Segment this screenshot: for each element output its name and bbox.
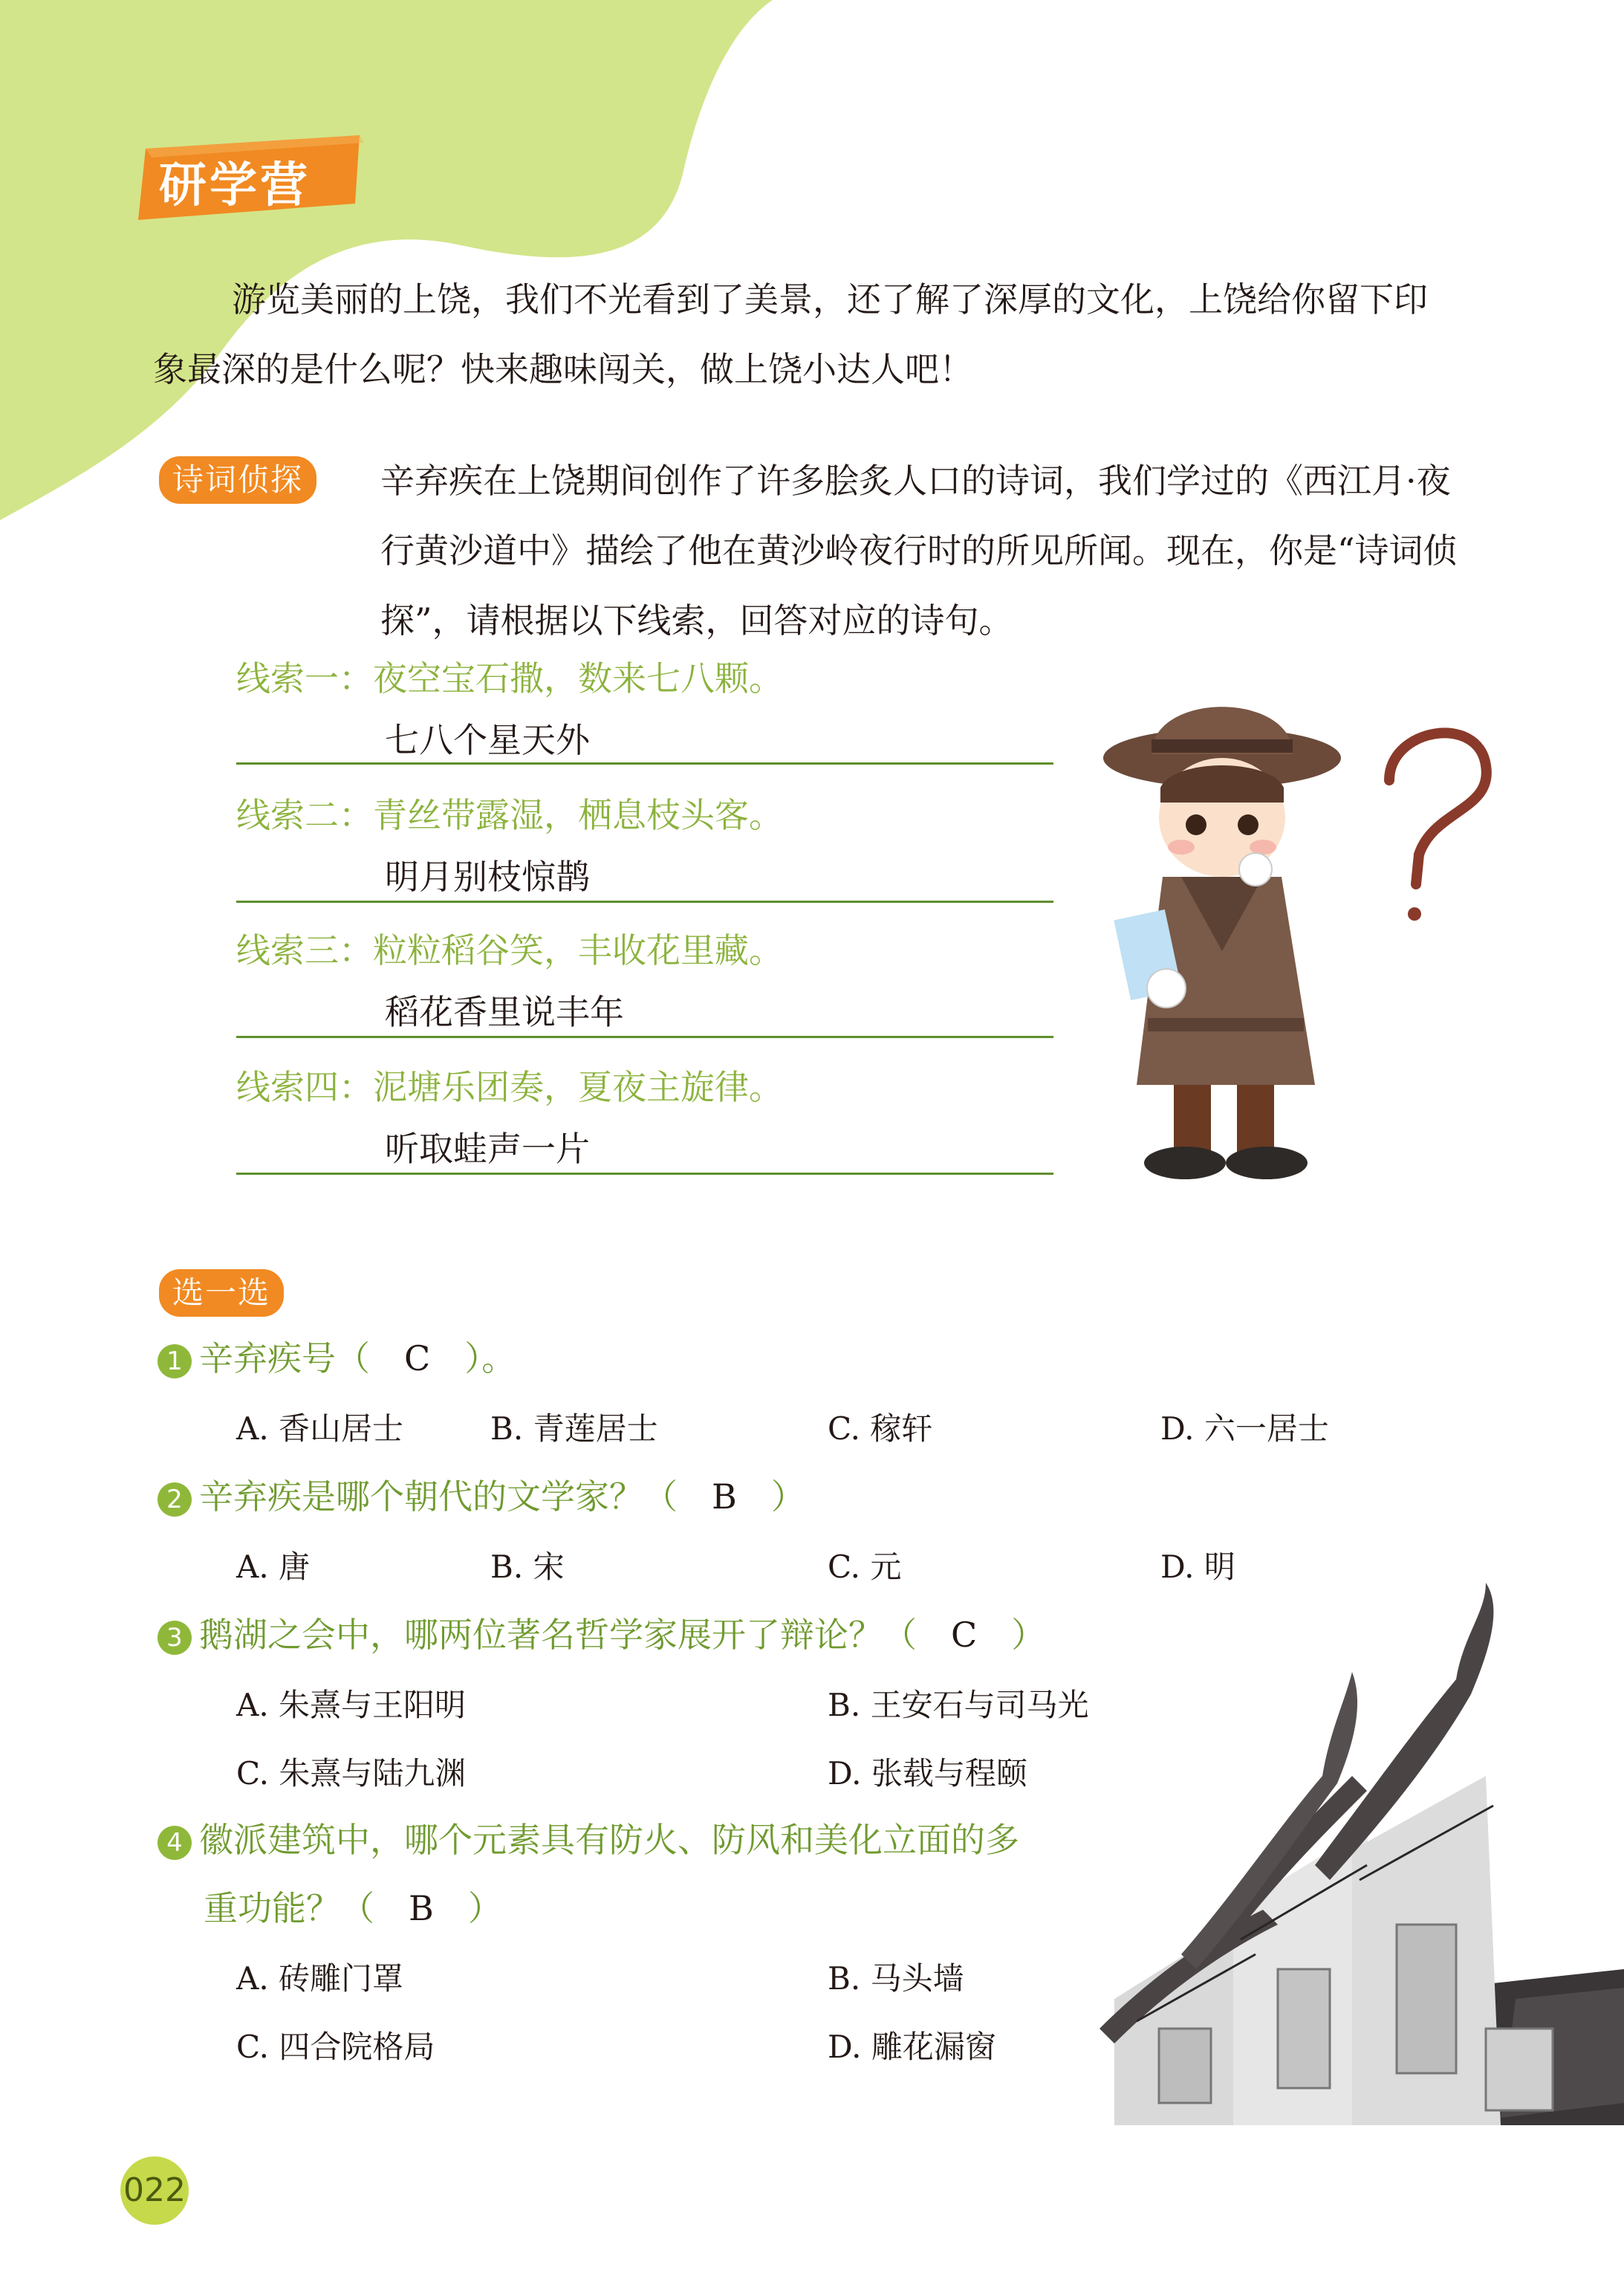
question-number: 3 <box>157 1621 192 1655</box>
clue-2 <box>236 782 1053 897</box>
clue-answer[interactable]: 稻花香里说丰年 <box>385 992 624 1032</box>
clue-answer[interactable]: 明月别枝惊鹊 <box>385 857 590 897</box>
section-title-badge <box>132 132 367 220</box>
clue-answer[interactable]: 七八个星天外 <box>385 720 590 760</box>
question-2: 2 辛弃疾是哪个朝代的文学家？（ B ） <box>157 1470 805 1519</box>
option-a[interactable]: A. 朱熹与王阳明 <box>236 1687 467 1723</box>
option-c[interactable]: C. 稼轩 <box>828 1410 933 1447</box>
question-number: 2 <box>157 1482 192 1517</box>
answer-blank[interactable]: C <box>404 1338 431 1378</box>
option-d[interactable]: D. 雕花漏窗 <box>828 2029 996 2065</box>
option-b[interactable]: B. 马头墙 <box>828 1960 964 1997</box>
option-c[interactable]: C. 四合院格局 <box>236 2029 435 2065</box>
answer-line <box>236 1173 1053 1175</box>
page-number: 022 <box>120 2156 189 2225</box>
option-a[interactable]: A. 香山居士 <box>236 1410 404 1447</box>
option-b[interactable]: B. 宋 <box>490 1549 565 1585</box>
answer-blank[interactable]: B <box>712 1477 737 1517</box>
option-c[interactable]: C. 元 <box>828 1549 902 1585</box>
option-b[interactable]: B. 王安石与司马光 <box>828 1687 1089 1723</box>
question-number: 4 <box>157 1826 192 1860</box>
answer-blank[interactable]: B <box>409 1888 434 1928</box>
answer-line <box>236 901 1053 903</box>
question-4: 4 徽派建筑中，哪个元素具有防火、防风和美化立面的多 <box>157 1813 1019 1862</box>
clue-label: 线索二：青丝带露湿，栖息枝头客。 <box>236 795 783 835</box>
clue-answer[interactable]: 听取蛙声一片 <box>385 1129 590 1169</box>
clue-4 <box>236 1054 1053 1169</box>
answer-line <box>236 762 1053 765</box>
option-d[interactable]: D. 张载与程颐 <box>828 1755 1027 1792</box>
question-4-continued: 重功能？（ B ） <box>204 1888 502 1928</box>
answer-blank[interactable]: C <box>951 1615 978 1655</box>
clue-1 <box>236 645 1053 760</box>
clue-3 <box>236 917 1053 1032</box>
clue-label: 线索一：夜空宝石撒，数来七八颗。 <box>236 658 783 698</box>
section-title: 研学营 <box>159 158 311 213</box>
option-b[interactable]: B. 青莲居士 <box>490 1410 658 1447</box>
question-3: 3 鹅湖之会中，哪两位著名哲学家展开了辩论？（ C ） <box>157 1608 1045 1657</box>
answer-line <box>236 1036 1053 1038</box>
option-a[interactable]: A. 唐 <box>236 1549 311 1585</box>
option-c[interactable]: C. 朱熹与陆九渊 <box>236 1755 467 1792</box>
question-1: 1 辛弃疾号（ C ）。 <box>157 1332 516 1381</box>
quiz-label: 选一选 <box>159 1269 284 1317</box>
option-d[interactable]: D. 六一居士 <box>1160 1410 1329 1447</box>
option-d[interactable]: D. 明 <box>1160 1549 1235 1585</box>
poem-detective-label: 诗词侦探 <box>159 456 316 504</box>
clue-label: 线索四：泥塘乐团奏，夏夜主旋律。 <box>236 1067 783 1107</box>
poem-detective-description: 辛弃疾在上饶期间创作了许多脍炙人口的诗词，我们学过的《西江月·夜行黄沙道中》描绘了他在黄沙岭夜行时的所见所闻。现在，你是“诗词侦探”，请根据以下线索，回答对应的诗句。 <box>380 461 1458 641</box>
huizhou-architecture-illustration <box>1070 1583 1624 2125</box>
intro-paragraph: 游览美丽的上饶，我们不光看到了美景，还了解了深厚的文化，上饶给你留下印象最深的是什么呢？快来趣味闯关，做上饶小达人吧！ <box>153 279 1428 389</box>
question-number: 1 <box>157 1344 192 1378</box>
option-a[interactable]: A. 砖雕门罩 <box>236 1960 404 1997</box>
clue-label: 线索三：粒粒稻谷笑，丰收花里藏。 <box>236 930 783 970</box>
detective-illustration <box>1092 669 1508 1204</box>
